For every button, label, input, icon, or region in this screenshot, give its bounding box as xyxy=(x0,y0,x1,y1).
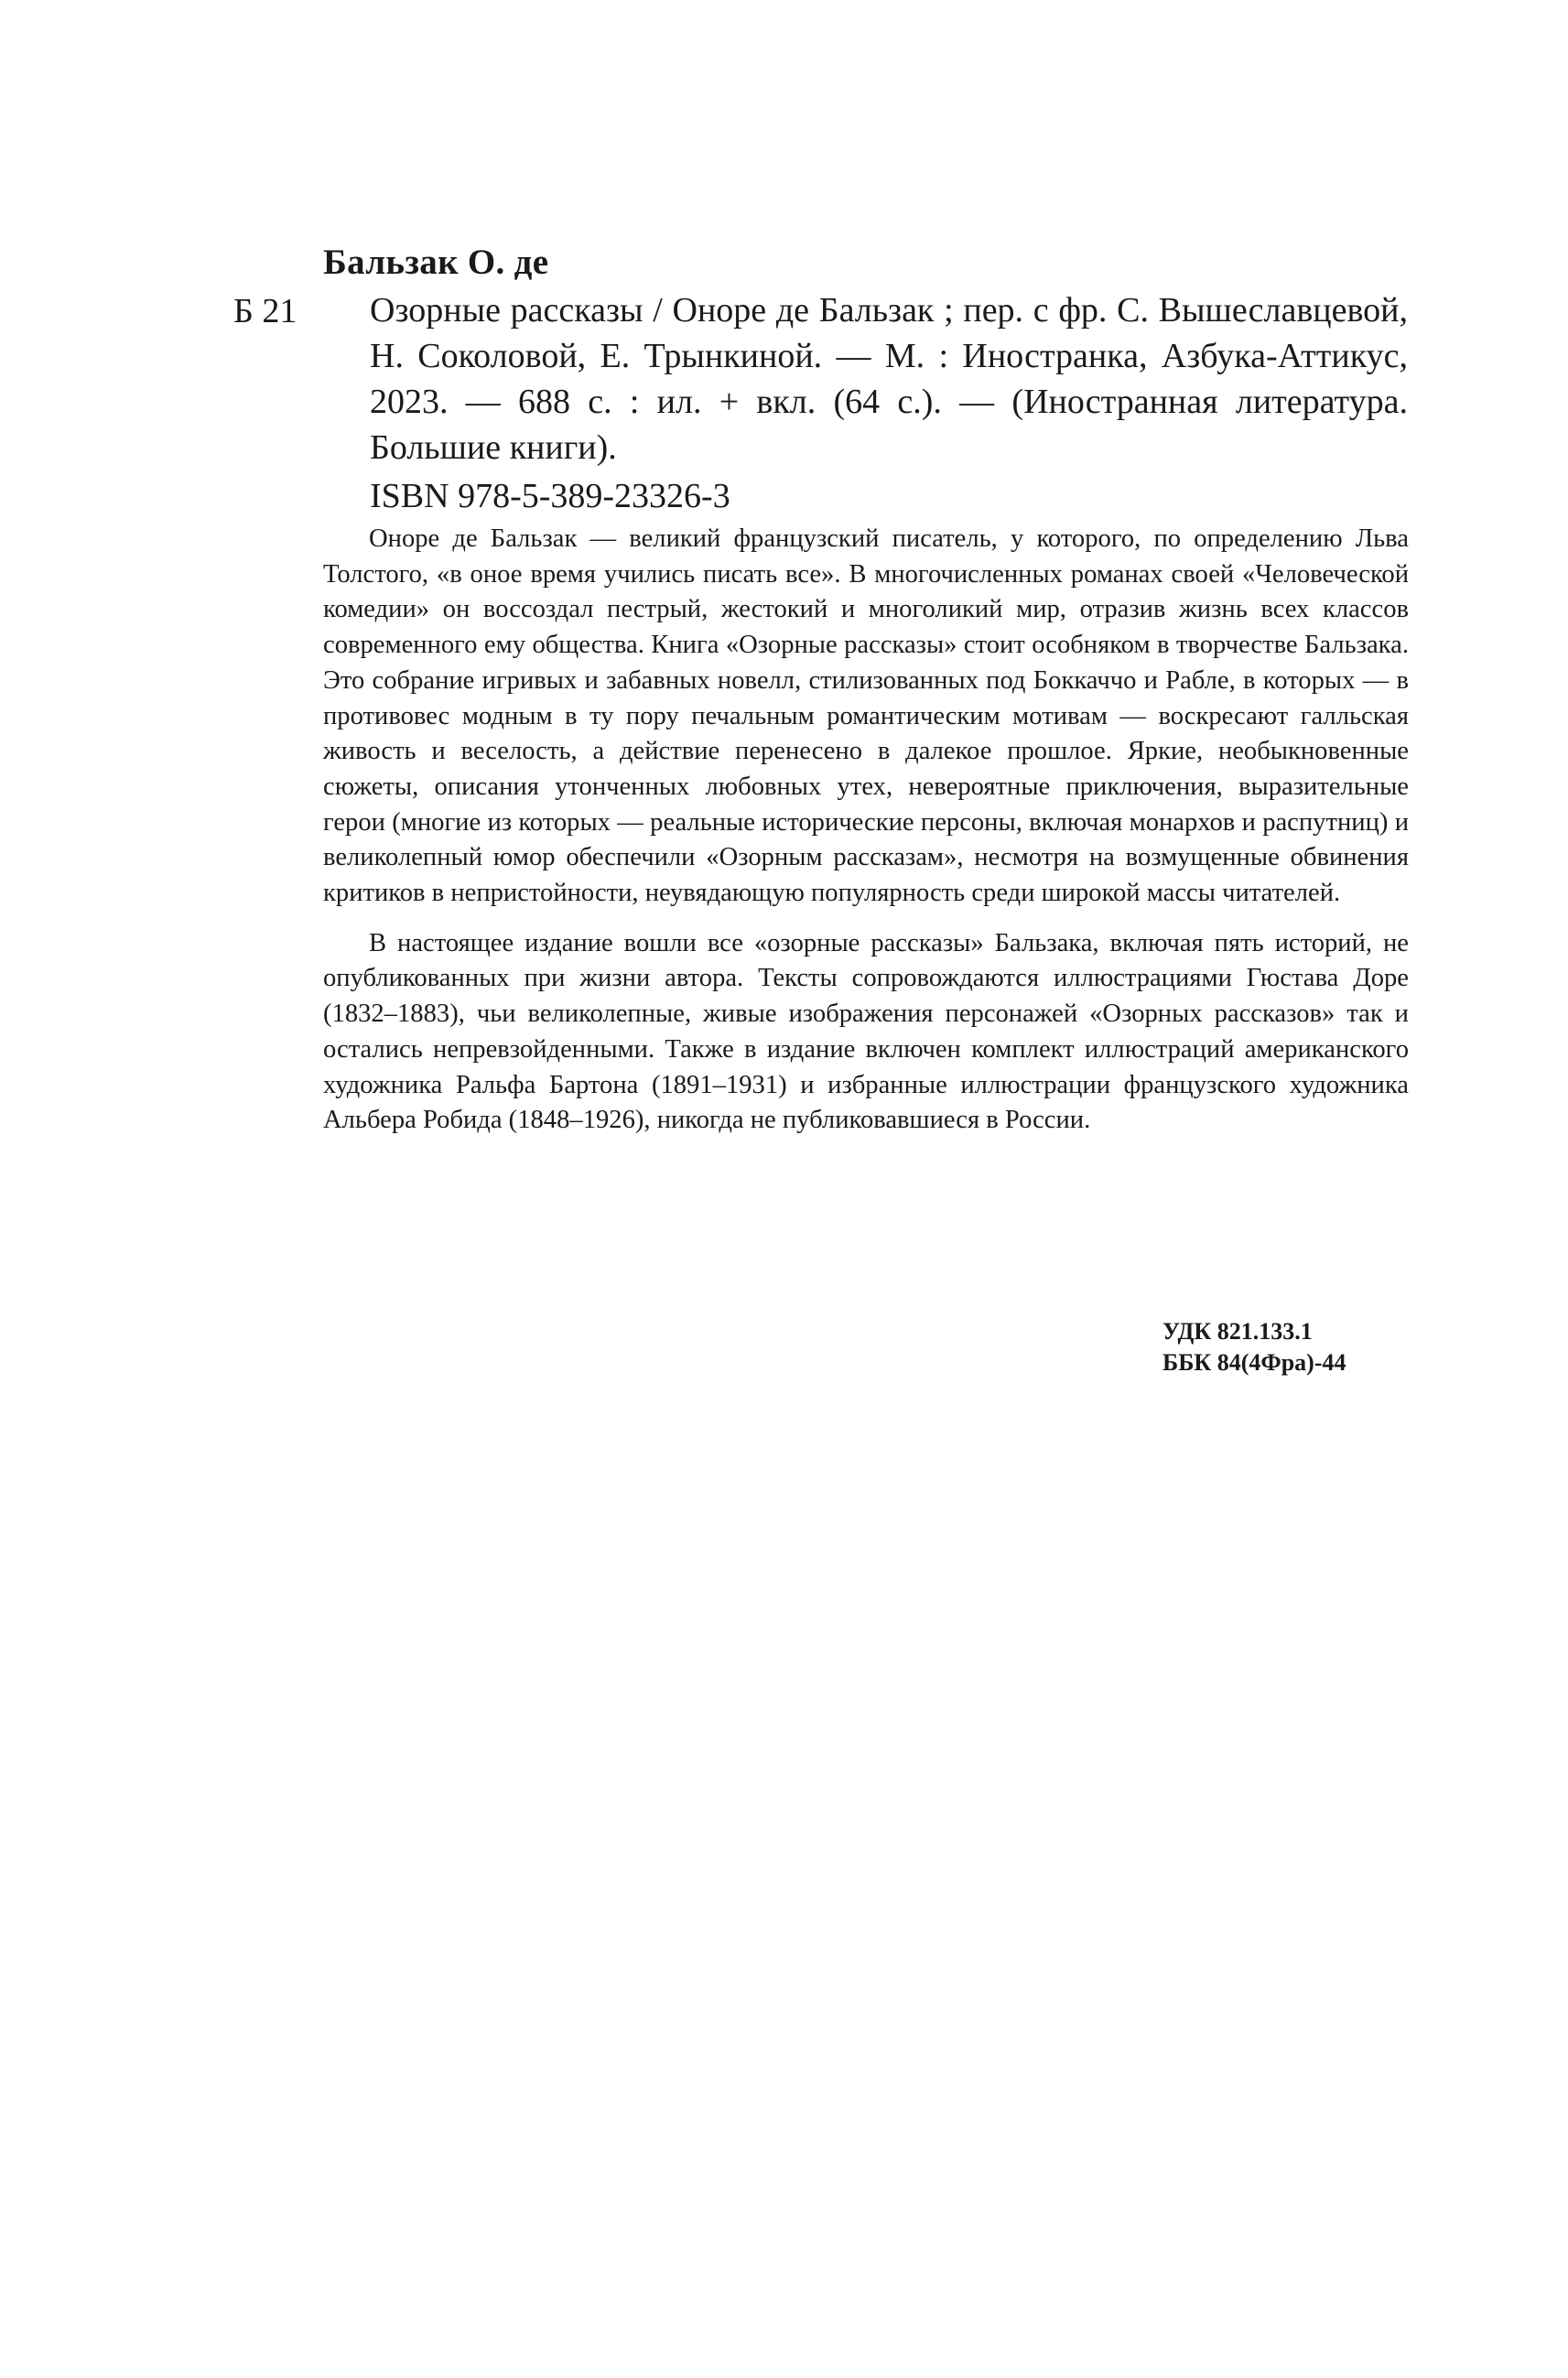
annotation-paragraph: Оноре де Бальзак — великий французский писатель, у которого, по определению Льва Толстого, «в оное время учились писать все». В многочисленных романах своей «Человеческой комедии» он воссоздал пестрый, жестокий и многоликий мир, отразив жизнь всех классов современного ему общества. Книга «Озорные рассказы» стоит особняком в творчестве Бальзака. Это собрание игривых и забавных новелл, стилизованных под Боккаччо и Рабле, в которых — в противовес модным в ту пору печальным романтическим мотивам — воскресают галльская живость и веселость, а действие перенесено в далекое прошлое. Яркие, необыкновенные сюжеты, описания утонченных любовных утех, невероятные приключения, выразительные герои (многие из которых — реальные исторические персоны, включая монархов и распутниц) и великолепный юмор обеспечили «Озорным рассказам», несмотря на возмущенные обвинения критиков в непристойности, неувядающую популярность среди широкой массы читателей. xyxy=(323,524,1409,908)
bibliographic-description-block xyxy=(370,287,1408,470)
bibliographic-description: Озорные рассказы / Оноре де Бальзак ; пер. с фр. С. Вышеславцевой, Н. Соколовой, Е. Трынкиной. — М. : Иностранка, Азбука-Аттикус, 2023. — 688 с. : ил. + вкл. (64 с.). — (Иностранная литература. Большие книги). xyxy=(370,291,1408,467)
library-code: Б 21 xyxy=(233,292,297,330)
classification-codes xyxy=(1162,1316,1408,1378)
isbn: ISBN 978-5-389-23326-3 xyxy=(370,477,730,515)
annotation xyxy=(323,522,1409,1139)
annotation-paragraph: В настоящее издание вошли все «озорные рассказы» Бальзака, включая пять историй, не опубликованных при жизни автора. Тексты сопровождаются иллюстрациями Гюстава Доре (1832–1883), чьи великолепные, живые изображения персонажей «Озорных рассказов» так и остались непревзойденными. Также в издание включен комплект иллюстраций американского художника Ральфа Бартона (1891–1931) и избранные иллюстрации французского художника Альбера Робида (1848–1926), никогда не публиковавшиеся в России. xyxy=(323,928,1409,1135)
author-heading: Бальзак О. де xyxy=(323,243,549,282)
bbk-code: ББК 84(4Фра)-44 xyxy=(1162,1349,1346,1376)
udk-code: УДК 821.133.1 xyxy=(1162,1318,1313,1345)
